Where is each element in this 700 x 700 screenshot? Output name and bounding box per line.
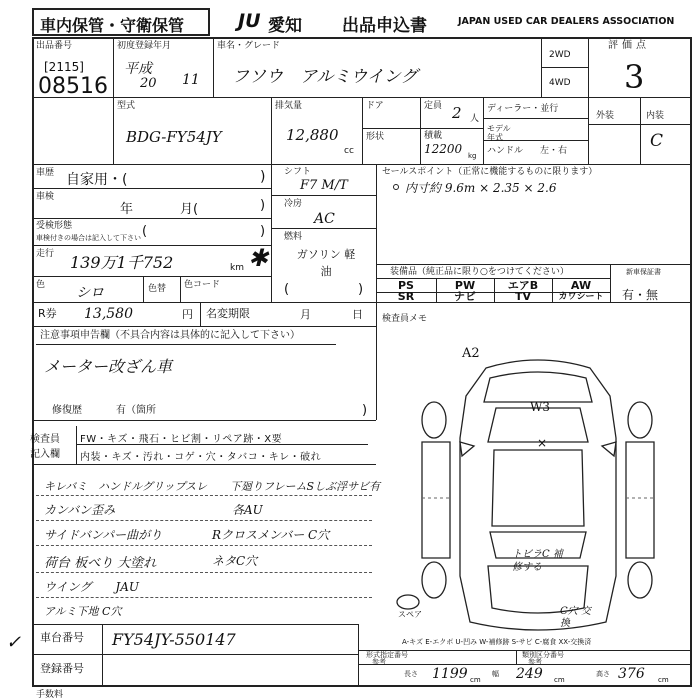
shift-label: シフト — [284, 167, 312, 177]
association-jp: 愛知 — [268, 16, 302, 36]
inspection-year: 年 — [120, 202, 134, 217]
divider — [362, 128, 483, 129]
divider — [36, 344, 336, 345]
divider — [271, 97, 272, 164]
right-side-outline — [626, 442, 654, 558]
warranty-options: 有・無 — [622, 288, 659, 302]
height-value: 376 — [618, 666, 645, 682]
dash-line — [36, 572, 372, 573]
selling-point-1: 内寸約 9.6m × 2.35 × 2.6 — [405, 181, 557, 195]
form-title: 出品申込書 — [342, 16, 427, 36]
ju-logo: JU — [238, 10, 261, 32]
divider — [32, 654, 358, 655]
divider — [76, 426, 77, 464]
history-value: 自家用・( — [66, 172, 128, 188]
length-cm: cm — [470, 676, 481, 684]
divider — [102, 624, 103, 687]
divider — [200, 302, 201, 326]
accept-label: 受検形態 — [36, 221, 73, 231]
displacement-value: 12,880 — [286, 126, 339, 144]
recycle-value: 13,580 — [84, 306, 133, 322]
title-day: 日 — [352, 308, 363, 321]
divider — [516, 650, 517, 664]
payload-label: 積載 — [424, 131, 443, 141]
car-name-label: 車名・グレード — [217, 41, 281, 51]
lot-number-label: 出品番号 — [36, 41, 73, 51]
length-label: 長さ — [404, 670, 418, 678]
class-no-label: 類別区分番号 — [522, 651, 564, 659]
fuel-label: 燃料 — [284, 232, 303, 242]
divider — [610, 264, 611, 302]
car-diagram — [378, 346, 692, 646]
divider — [32, 464, 376, 465]
fuel-close: ) — [358, 282, 364, 297]
cc-label: cc — [344, 146, 354, 156]
history-close: ) — [260, 169, 266, 185]
spare-tire — [397, 595, 419, 609]
doors-label: ドア — [366, 101, 384, 111]
hood-outline — [484, 372, 592, 402]
divider — [376, 302, 377, 420]
notes-label: 注意事項申告欄（不具合内容は具体的に記入して下さい） — [40, 330, 300, 341]
dealer-parallel-label: ディーラー・並行 — [487, 104, 559, 114]
first-reg-month: 11 — [182, 72, 200, 88]
roof-outline — [492, 450, 584, 526]
model-label: 型式 — [117, 101, 136, 111]
memo-1b: 下廻りフレームSしぶ浮サビ有 — [230, 480, 381, 493]
interior-row: 内装・キズ・汚れ・コゲ・穴・タバコ・キレ・破れ — [80, 452, 322, 463]
spec-ref-2: 参考 — [528, 658, 542, 666]
left-side-outline — [422, 442, 450, 558]
divider — [640, 97, 641, 164]
divider — [213, 37, 214, 97]
memo-2a: カンバン歪み — [44, 503, 116, 517]
recycle-label: R券 — [38, 307, 57, 320]
divider — [541, 67, 588, 68]
mirror-left — [460, 442, 474, 456]
mirror-right — [602, 442, 616, 456]
height-label: 高さ — [596, 670, 610, 678]
divider — [32, 326, 376, 327]
height-cm: cm — [658, 676, 669, 684]
fuel-value: ガソリン 軽油 — [296, 248, 356, 278]
lot-prefix: [2115] — [44, 60, 84, 74]
odometer-label: 走行 — [36, 249, 55, 259]
odometer-value: 139万1千752 — [70, 253, 174, 272]
accept-paren: ( — [142, 224, 148, 239]
wheel-front-right — [628, 402, 652, 438]
wheel-front-left — [422, 402, 446, 438]
storage-label: 車内保管・守衛保管 — [40, 16, 185, 35]
divider — [483, 118, 588, 119]
km-label: km — [230, 263, 244, 273]
drive-2wd: 2WD — [549, 50, 571, 60]
divider — [32, 218, 271, 219]
diagram-a2: A2 — [462, 346, 480, 361]
diagram-w3: W3 — [530, 400, 550, 414]
divider — [588, 37, 589, 164]
yen-label: 円 — [182, 308, 193, 321]
color-label: 色 — [36, 280, 46, 290]
bottom-label: 手数料 — [36, 690, 64, 700]
fw-row: FW・キズ・飛石・ヒビ割・リペア跡・X要 — [80, 434, 283, 445]
memo-3b: Rクロスメンバー C穴 — [212, 528, 330, 542]
divider — [271, 228, 376, 229]
divider — [420, 97, 421, 164]
selling-points-label: セールスポイント（正常に機能するものに限ります） — [382, 167, 598, 177]
divider — [32, 624, 358, 625]
shift-value: F7 M/T — [300, 178, 348, 193]
equipment-label: 装備品（純正品に限り○をつけてください） — [390, 267, 569, 277]
fuel-paren: ( — [284, 282, 290, 297]
dash-line — [36, 495, 372, 496]
shape-label: 形状 — [366, 132, 385, 142]
dash-line — [36, 520, 372, 521]
interior-label: 内装 — [646, 111, 665, 121]
memo-4b: ネタC穴 — [212, 554, 258, 568]
exterior-label: 外装 — [596, 111, 615, 121]
memo-2b: 各AU — [232, 503, 263, 517]
ac-value: AC — [314, 211, 335, 227]
notes-value: メーター改ざん車 — [44, 357, 173, 376]
margin-mark: ✓ — [6, 632, 22, 653]
exterior-value: C — [650, 131, 664, 151]
divider — [76, 444, 368, 445]
first-reg-year: 20 — [140, 76, 157, 91]
kg-label: kg — [468, 152, 477, 160]
diagram-rear-note: トビラC 補修する — [512, 549, 563, 573]
payload-value: 12200 — [424, 142, 463, 156]
chassis-no-label: 車台番号 — [40, 631, 84, 644]
color-value: シロ — [76, 285, 104, 301]
divider — [32, 164, 692, 165]
divider — [271, 164, 272, 302]
inspector-memo-label: 検査員メモ — [382, 314, 428, 324]
divider — [271, 195, 376, 196]
diagram-x: × — [537, 436, 548, 450]
chassis-no-value: FY54JY-550147 — [112, 630, 236, 649]
displacement-label: 排気量 — [275, 101, 303, 111]
wheel-rear-left — [422, 562, 446, 598]
dash-line — [36, 545, 372, 546]
spare-label: スペア — [398, 610, 422, 619]
handle-label: ハンドル — [487, 146, 524, 156]
equip-tv: TV — [514, 290, 532, 303]
divider — [362, 97, 363, 164]
repair-close: ) — [362, 403, 368, 418]
title-change-label: 名変期限 — [206, 307, 250, 320]
inspection-month: 月( — [180, 202, 199, 217]
handle-options: 左・右 — [540, 146, 568, 156]
equip-pw: PW — [454, 279, 476, 292]
divider — [358, 624, 359, 687]
dash-line — [36, 597, 372, 598]
divider — [32, 245, 271, 246]
divider — [180, 276, 181, 302]
accept-close: ) — [260, 224, 266, 239]
history-label: 車歴 — [36, 168, 55, 178]
car-name: フソウ アルミウイング — [232, 67, 418, 87]
memo-3a: サイドバンパー曲がり — [44, 528, 163, 542]
equip-kawa: カワシート — [558, 292, 604, 302]
memo-5: ウイング JAU — [44, 580, 139, 594]
damage-legend: A-キズ E-エクボ U-凹み W-補修跡 S-サビ C-腐食 XX-交換済 — [402, 638, 592, 646]
color-code-label: 色コード — [184, 280, 221, 290]
association-en: JAPAN USED CAR DEALERS ASSOCIATION — [458, 16, 675, 27]
repair-options: 有（箇所 — [116, 405, 156, 416]
spec-ref-1: 参考 — [372, 658, 386, 666]
score-value: 3 — [624, 58, 645, 96]
ac-label: 冷房 — [284, 199, 303, 209]
divider — [143, 276, 144, 302]
repair-label: 修復歴 — [52, 405, 82, 416]
width-value: 249 — [516, 666, 543, 682]
equip-aw: AW — [570, 279, 592, 292]
width-cm: cm — [554, 676, 565, 684]
odometer-mark: ✱ — [248, 244, 269, 272]
wheel-rear-right — [628, 562, 652, 598]
memo-6: アルミ下地 C穴 — [44, 605, 122, 618]
memo-1a: キレバミ ハンドルグリップスレ — [44, 480, 208, 493]
selling-dot — [393, 184, 399, 190]
score-label: 評価点 — [608, 40, 650, 51]
new-warranty-label: 新車保証書 — [626, 268, 661, 276]
inspection-label: 車検 — [36, 192, 55, 202]
divider — [32, 420, 376, 421]
equip-sr: SR — [397, 290, 415, 303]
length-value: 1199 — [432, 666, 468, 682]
equip-ps: PS — [398, 279, 414, 292]
memo-4a: 荷台 板べり 大塗れ — [44, 556, 157, 571]
first-reg-era: 平成 — [124, 61, 152, 77]
color-change-label: 色替 — [148, 284, 167, 294]
spec-no-label: 形式指定番号 — [366, 651, 408, 659]
divider — [376, 264, 692, 265]
accept-note: 車検付きの場合は記入して下さい — [36, 234, 141, 242]
equip-airbag: エアB — [507, 279, 539, 292]
title-month: 月 — [300, 308, 311, 321]
equip-navi: ナビ — [454, 290, 476, 303]
capacity-label: 定員 — [424, 101, 443, 111]
lot-number: 08516 — [38, 74, 108, 99]
divider — [358, 664, 692, 665]
divider — [113, 37, 114, 164]
capacity-value: 2 — [452, 104, 462, 122]
reg-no-label: 登録番号 — [40, 662, 84, 675]
model-value: BDG-FY54JY — [126, 128, 222, 146]
width-label: 幅 — [492, 670, 499, 678]
drive-4wd: 4WD — [549, 78, 571, 88]
first-reg-label: 初度登録年月 — [117, 41, 172, 51]
divider — [32, 276, 271, 277]
divider — [483, 97, 484, 164]
inspection-close: ) — [260, 198, 266, 213]
inspector-label: 検査員記入欄 — [30, 434, 60, 460]
persons-label: 人 — [470, 114, 480, 124]
diagram-c-note: C穴 交換 — [560, 606, 591, 629]
divider — [32, 302, 692, 303]
model-year-label: モデル年式 — [487, 124, 511, 142]
